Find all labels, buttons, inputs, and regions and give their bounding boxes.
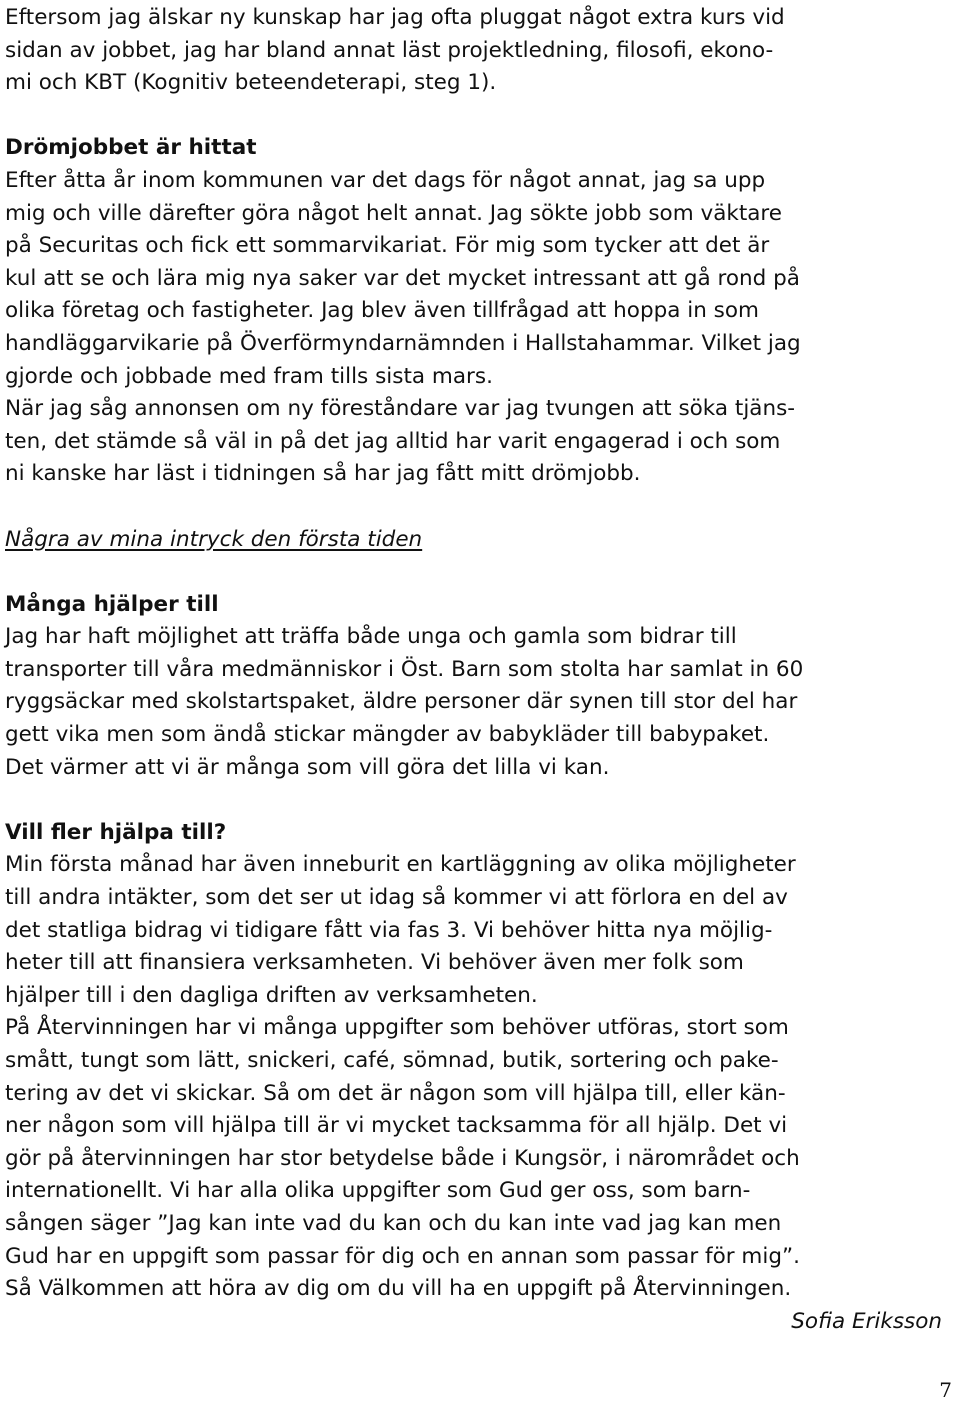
text-line: sidan av jobbet, jag har bland annat läst projektledning, filosofi, ekono- bbox=[5, 37, 774, 63]
section-heading: Vill fler hjälpa till? bbox=[5, 819, 227, 845]
text-line: ryggsäckar med skolstartspaket, äldre personer där synen till stor del har bbox=[5, 689, 798, 715]
page-number: 7 bbox=[939, 1378, 952, 1402]
text-line: gett vika men som ändå stickar mängder av babykläder till babypaket. bbox=[5, 722, 770, 748]
text-line: Min första månad har även inneburit en kartläggning av olika möjligheter bbox=[5, 852, 796, 878]
author-signature: Sofia Eriksson bbox=[791, 1308, 942, 1334]
text-line: På Återvinningen har vi många uppgifter som behöver utföras, stort som bbox=[5, 1015, 789, 1041]
text-line: gör på återvinningen har stor betydelse både i Kungsör, i närområdet och bbox=[5, 1145, 800, 1171]
text-line: sången säger ”Jag kan inte vad du kan och du kan inte vad jag kan men bbox=[5, 1210, 782, 1236]
text-line: på Securitas och fick ett sommarvikariat. För mig som tycker att det är bbox=[5, 233, 770, 259]
text-line: tering av det vi skickar. Så om det är någon som vill hjälpa till, eller kän- bbox=[5, 1080, 786, 1106]
text-line: smått, tungt som lätt, snickeri, café, sömnad, butik, sortering och pake- bbox=[5, 1048, 779, 1073]
spacer bbox=[5, 556, 950, 589]
text-line: gjorde och jobbade med fram tills sista mars. bbox=[5, 363, 493, 389]
text-line: När jag såg annonsen om ny föreståndare var jag tvungen att söka tjäns- bbox=[5, 396, 796, 422]
text-line: heter till att finansiera verksamheten. Vi behöver även mer folk som bbox=[5, 950, 744, 976]
text-line: till andra intäkter, som det ser ut idag så kommer vi att förlora en del av bbox=[5, 885, 788, 911]
text-line: Efter åtta år inom kommunen var det dags för något annat, jag sa upp bbox=[5, 167, 766, 193]
section-more-help bbox=[5, 817, 950, 1306]
intro-paragraph bbox=[5, 2, 950, 100]
text-line: olika företag och fastigheter. Jag blev även tillfrågad att hoppa in som bbox=[5, 298, 759, 324]
text-line: mig och ville därefter göra något helt annat. Jag sökte jobb som väktare bbox=[5, 200, 783, 226]
section-dream-job bbox=[5, 132, 950, 491]
text-line: ni kanske har läst i tidningen så har jag fått mitt drömjobb. bbox=[5, 461, 641, 487]
text-line: transporter till våra medmänniskor i Öst. Barn som stolta har samlat in 60 bbox=[5, 656, 804, 682]
article-page bbox=[5, 2, 950, 1338]
text-line: handläggarvikarie på Överförmyndarnämnden i Hallstahammar. Vilket jag bbox=[5, 330, 801, 356]
text-line: Jag har haft möjlighet att träffa både unga och gamla som bidrar till bbox=[5, 624, 737, 650]
text-line: Gud har en uppgift som passar för dig och en annan som passar för mig”. bbox=[5, 1243, 800, 1269]
text-line: Så Välkommen att höra av dig om du vill ha en uppgift på Återvinningen. bbox=[5, 1276, 792, 1302]
text-line: hjälper till i den dagliga driften av verksamheten. bbox=[5, 982, 538, 1008]
text-line: Det värmer att vi är många som vill göra det lilla vi kan. bbox=[5, 754, 610, 780]
section-heading: Många hjälper till bbox=[5, 591, 219, 617]
text-line: det statliga bidrag vi tidigare fått via fas 3. Vi behöver hitta nya möjlig- bbox=[5, 917, 773, 943]
impressions-heading: Några av mina intryck den första tiden bbox=[5, 526, 423, 552]
spacer bbox=[5, 100, 950, 133]
text-line: ten, det stämde så väl in på det jag alltid har varit engagerad i och som bbox=[5, 428, 781, 454]
spacer bbox=[5, 491, 950, 524]
section-many-help bbox=[5, 589, 950, 785]
section-heading: Drömjobbet är hittat bbox=[5, 135, 257, 161]
text-line: mi och KBT (Kognitiv beteendeterapi, steg 1). bbox=[5, 70, 497, 96]
text-line: ner någon som vill hjälpa till är vi mycket tacksamma för all hjälp. Det vi bbox=[5, 1113, 788, 1139]
text-line: Eftersom jag älskar ny kunskap har jag ofta pluggat något extra kurs vid bbox=[5, 5, 785, 30]
spacer bbox=[5, 784, 950, 817]
text-line: internationellt. Vi har alla olika uppgifter som Gud ger oss, som barn- bbox=[5, 1178, 751, 1204]
text-line: kul att se och lära mig nya saker var det mycket intressant att gå rond på bbox=[5, 265, 800, 291]
